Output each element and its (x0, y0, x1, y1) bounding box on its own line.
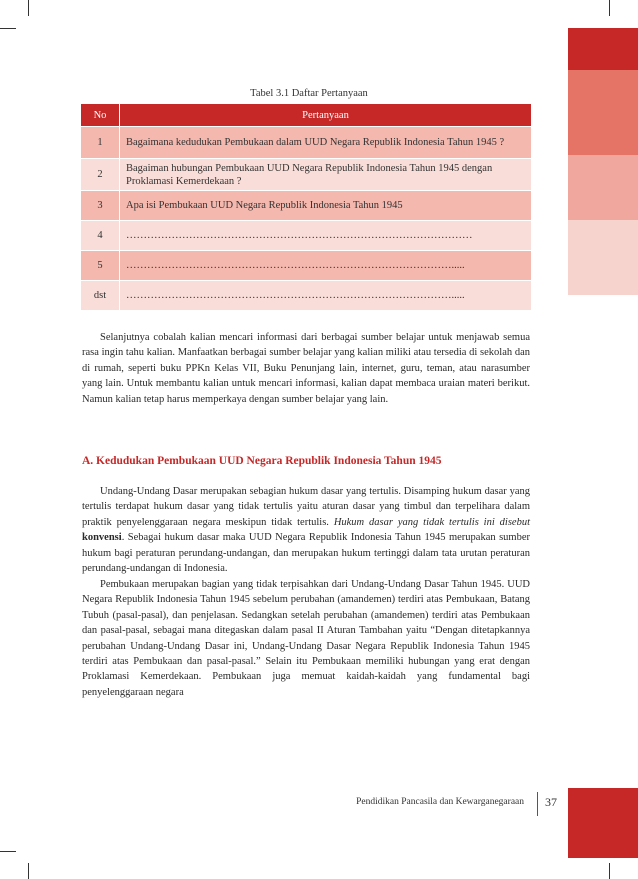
crop-mark (609, 0, 610, 16)
row-number: 2 (81, 159, 120, 191)
row-question: Apa isi Pembukaan UUD Negara Republik Indonesia Tahun 1945 (120, 191, 532, 221)
decorative-band (568, 788, 638, 858)
row-question: …………………………………………………………………………………..... (120, 281, 532, 311)
section-title: A. Kedudukan Pembukaan UUD Negara Republik Indonesia Tahun 1945 (82, 455, 442, 467)
header-question: Pertanyaan (120, 104, 532, 127)
decorative-band (568, 28, 638, 70)
header-no: No (81, 104, 120, 127)
row-question: ……………………………………………………………………………………… (120, 221, 532, 251)
table-row (81, 127, 531, 159)
table-row (81, 281, 531, 311)
crop-mark (609, 863, 610, 879)
table-row (81, 191, 531, 221)
table-row (81, 221, 531, 251)
question-table (81, 104, 531, 310)
row-number: 4 (81, 221, 120, 251)
paragraph-text: Undang-Undang Dasar merupakan sebagian hukum dasar yang tertulis. Disamping hukum dasar yang tertulis terdapat hukum dasar yang tidak tertulis yaitu aturan dasar yang timbul dan terpelihara dalam praktik penyelenggaraan negara meskipun tidak tertulis. (82, 486, 530, 528)
table-row (81, 159, 531, 191)
section-paragraph-2: Pembukaan merupakan bagian yang tidak terpisahkan dari Undang-Undang Dasar Tahun 1945. UUD Negara Republik Indonesia Tahun 1945 sebelum perubahan (amandemen) terdiri atas Pembukaan, Batang Tubuh (pasal-pasal), dan penjelasan. Sedangkan setelah perubahan (amandemen) terdiri atas Pembukaan dan pasal-pasal, sebagai mana ditegaskan dalam pasal II Aturan Tambahan yaitu “Dengan ditetapkannya perubahan Undang-Undang Dasar ini, Undang-Undang Dasar Negara Republik Indonesia Tahun 1945 terdiri atas Pembukaan dan pasal-pasal.” Selain itu Pembukaan memiliki hubungan yang erat dengan Proklamasi Kemerdekaan. Pembukaan juga memuat kaidah-kaidah yang fundamental bagi penyelenggaraan negara (82, 579, 530, 698)
row-question: Bagaimana kedudukan Pembukaan dalam UUD Negara Republik Indonesia Tahun 1945 ? (120, 127, 532, 159)
page-number: 37 (545, 795, 557, 809)
crop-mark (0, 28, 16, 29)
row-number: 3 (81, 191, 120, 221)
table-row (81, 251, 531, 281)
footer-book-title: Pendidikan Pancasila dan Kewarganegaraan (356, 797, 524, 807)
crop-mark (0, 851, 16, 852)
table-caption: Tabel 3.1 Daftar Pertanyaan (250, 88, 368, 99)
table-header-row (81, 104, 531, 127)
intro-paragraph: Selanjutnya cobalah kalian mencari informasi dari berbagai sumber belajar untuk menjawab semua rasa ingin tahu kalian. Manfaatkan berbagai sumber belajar yang kalian miliki atau tersedia di sekolah dan di rumah, seperti buku PPKn Kelas VII, Buku Penunjang lain, internet, guru, teman, atau narasumber yang lain. Untuk membantu kalian untuk mencari informasi, kalian dapat membaca uraian materi berikut. Namun kalian tetap harus memperkaya dengan sumber belajar yang lain. (82, 332, 530, 405)
decorative-band (568, 220, 638, 295)
crop-mark (28, 0, 29, 16)
italic-text: Hukum dasar yang tidak tertulis ini disebut (333, 516, 530, 528)
decorative-band (568, 70, 638, 155)
row-number: 5 (81, 251, 120, 281)
crop-mark (28, 863, 29, 879)
section-paragraph-1 (82, 484, 530, 576)
row-number: 1 (81, 127, 120, 159)
decorative-band (568, 155, 638, 220)
paragraph-text: . Sebagai hukum dasar maka UUD Negara Republik Indonesia Tahun 1945 merupakan sumber hukum bagi peraturan perundang-undangan, dan merupakan hukum tertinggi dalam tata urutan peraturan perundang-undangan di Indonesia. (82, 532, 530, 575)
row-question: …………………………………………………………………………………..... (120, 251, 532, 281)
bold-term: konvensi (82, 532, 122, 544)
row-number: dst (81, 281, 120, 311)
footer-divider (537, 792, 538, 816)
row-question: Bagaiman hubungan Pembukaan UUD Negara Republik Indonesia Tahun 1945 dengan Proklamasi Kemerdekaan ? (120, 159, 532, 191)
